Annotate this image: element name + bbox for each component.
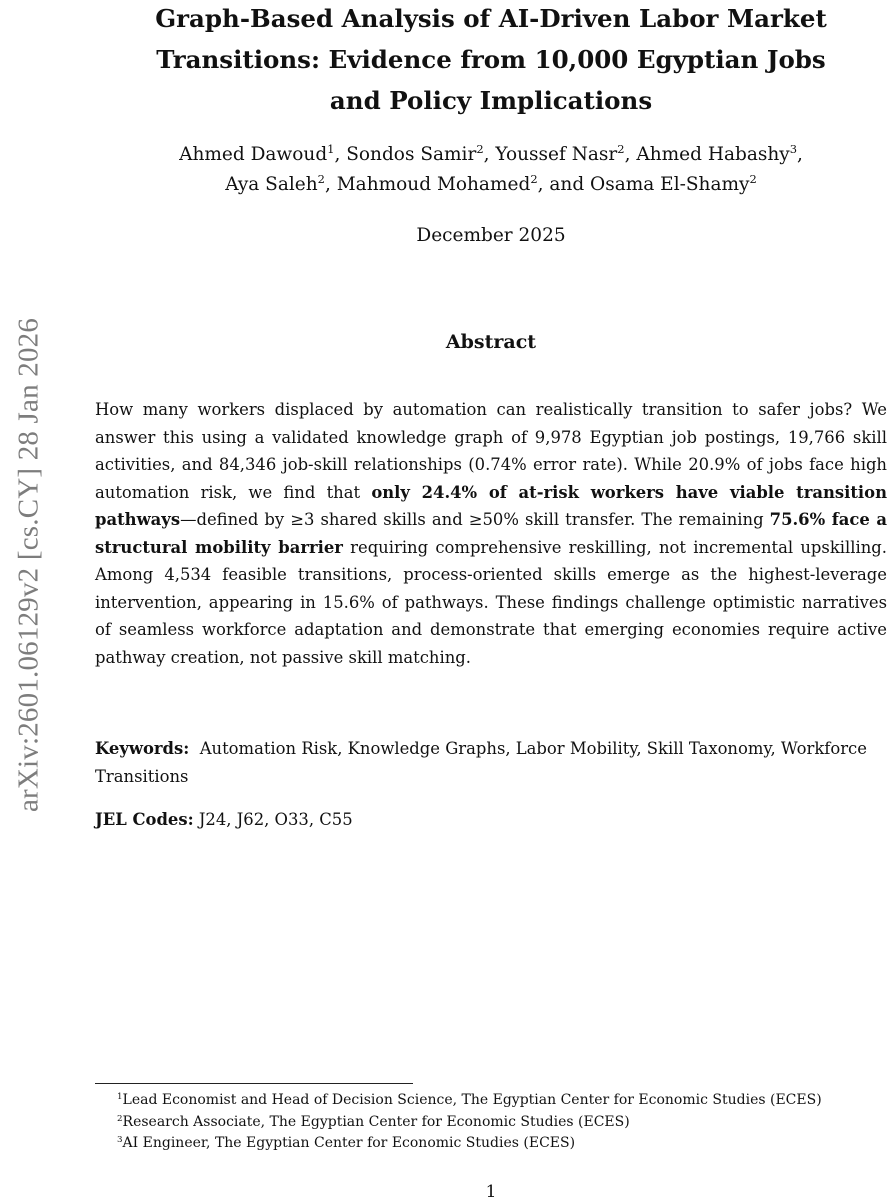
title-line-3: and Policy Implications	[329, 86, 653, 115]
footnote: $^1$Lead Economist and Head of Decision Science, The Egyptian Center for Economic Studies (ECES)	[117, 1091, 822, 1108]
footnote-divider	[95, 1083, 413, 1084]
title-line-1: Graph-Based Analysis of AI-Driven Labor Market	[155, 4, 827, 33]
affiliation-mark: 2	[749, 172, 757, 187]
jel-text: J24, J62, O33, C55	[198, 810, 353, 829]
author: Ahmed Dawoud$^1$,	[179, 142, 347, 165]
abstract-highlight: only 24.4% of at-risk workers have viable transition pathways	[95, 482, 888, 529]
keywords	[95, 735, 887, 790]
footnotes	[117, 1090, 889, 1155]
affiliation-mark: 2	[317, 172, 325, 187]
jel-label: JEL Codes:	[95, 810, 194, 829]
abstract-heading: Abstract	[445, 331, 537, 353]
affiliation-mark: 2	[617, 142, 625, 157]
publication-date: December 2025	[416, 225, 566, 246]
author: Youssef Nasr$^2$,	[495, 142, 637, 165]
title-line-2: Transitions: Evidence from 10,000 Egyptian Jobs	[156, 45, 826, 74]
author: and Osama El-Shamy$^2$	[549, 172, 757, 195]
affiliation-mark: 1	[327, 142, 335, 157]
abstract-highlight: 75.6% face a structural mobility barrier	[95, 510, 888, 557]
affiliation-mark: 3	[789, 142, 798, 157]
author-list	[95, 140, 887, 200]
footnote: $^2$Research Associate, The Egyptian Center for Economic Studies (ECES)	[117, 1113, 630, 1130]
author: Sondos Samir$^2$,	[346, 142, 496, 165]
arxiv-identifier-stamp	[12, 0, 46, 1200]
author: Mahmoud Mohamed$^2$,	[336, 172, 550, 195]
footnote: $^3$AI Engineer, The Egyptian Center for Economic Studies (ECES)	[117, 1134, 576, 1151]
affiliation-mark: 2	[530, 172, 538, 187]
affiliation-mark: 2	[476, 142, 484, 157]
paper-title	[95, 0, 887, 121]
keywords-text: Automation Risk, Knowledge Graphs, Labor Mobility, Skill Taxonomy, Workforce Transitions	[95, 739, 867, 786]
author: Aya Saleh$^2$,	[225, 172, 337, 195]
arxiv-identifier-text: arXiv:2601.06129v2 [cs.CY] 28 Jan 2026	[12, 317, 45, 813]
keywords-label: Keywords:	[95, 739, 190, 758]
author: Ahmed Habashy$^3$,	[636, 142, 803, 165]
page-number: 1	[485, 1182, 497, 1202]
abstract-body: How many workers displaced by automation can realistically transition to safer jobs? We answer this using a validated knowledge graph of 9,978 Egyptian job postings, 19,766 skill activities, and 84,346 job-skill relationships (0.74% error rate). While 20.9% of jobs face high automation risk, we find that only 24.4% of at-risk workers have viable transition pathways—defined by ≥3 shared skills and ≥50% skill transfer. The remaining 75.6% face a structural mobility barrier requiring comprehensive reskilling, not incremental upskilling. Among 4,534 feasible transitions, process-oriented skills emerge as the highest-leverage intervention, appearing in 15.6% of pathways. These findings challenge optimistic narratives of seamless workforce adaptation and demonstrate that emerging economies require active pathway creation, not passive skill matching.	[95, 400, 888, 667]
jel-codes	[95, 806, 887, 834]
